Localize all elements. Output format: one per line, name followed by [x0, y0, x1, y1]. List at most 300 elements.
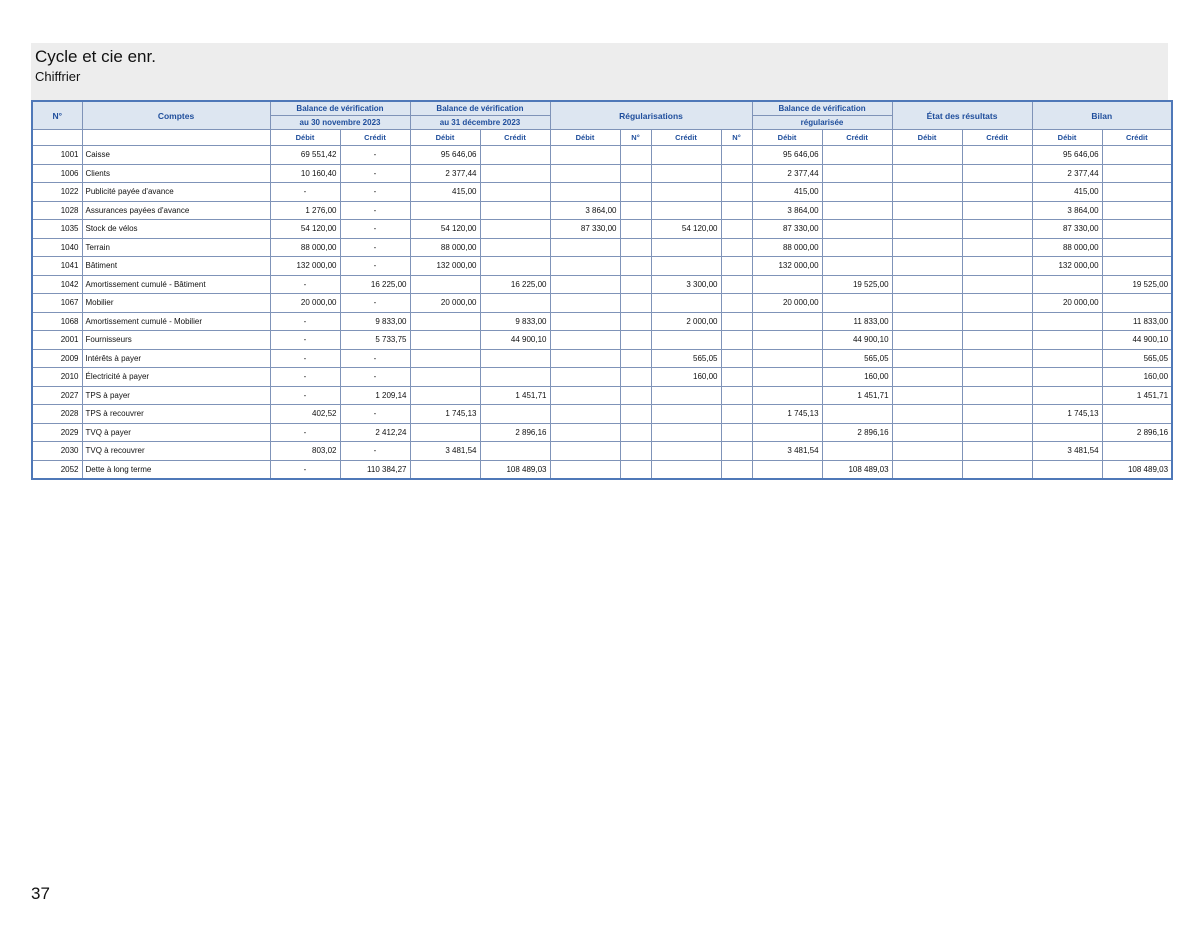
header-blank-comptes	[82, 130, 270, 146]
cell-bd	[1032, 423, 1102, 442]
cell-bd: 88 000,00	[1032, 238, 1102, 257]
table-row	[32, 405, 1172, 424]
cell-bv1d: 132 000,00	[270, 257, 340, 276]
cell-bv1c: -	[340, 405, 410, 424]
cell-acc: TVQ à payer	[82, 423, 270, 442]
cell-acc: Amortissement cumulé - Bâtiment	[82, 275, 270, 294]
cell-rnd	[620, 294, 651, 313]
cell-rd	[550, 164, 620, 183]
cell-bv2c: 108 489,03	[480, 460, 550, 479]
cell-ed	[892, 312, 962, 331]
cell-bvrd: 3 864,00	[752, 201, 822, 220]
cell-rnc	[721, 201, 752, 220]
col-reg-no-debit: N°	[620, 130, 651, 146]
cell-rd	[550, 442, 620, 461]
cell-bvrc: 19 525,00	[822, 275, 892, 294]
cell-bv1d: 1 276,00	[270, 201, 340, 220]
cell-ed	[892, 442, 962, 461]
cell-rnd	[620, 423, 651, 442]
cell-bv1c: 2 412,24	[340, 423, 410, 442]
cell-bv2c	[480, 257, 550, 276]
cell-no: 1067	[32, 294, 82, 313]
cell-rc: 565,05	[651, 349, 721, 368]
cell-rnc	[721, 405, 752, 424]
cell-bd: 1 745,13	[1032, 405, 1102, 424]
cell-bv2d: 132 000,00	[410, 257, 480, 276]
cell-no: 2052	[32, 460, 82, 479]
cell-acc: Fournisseurs	[82, 331, 270, 350]
cell-bv2d: 3 481,54	[410, 442, 480, 461]
cell-ed	[892, 368, 962, 387]
cell-rd	[550, 238, 620, 257]
cell-bv1c: -	[340, 201, 410, 220]
header-bilan: Bilan	[1032, 101, 1172, 130]
cell-bc: 1 451,71	[1102, 386, 1172, 405]
cell-bvrc	[822, 257, 892, 276]
cell-bc	[1102, 442, 1172, 461]
col-etat-credit: Crédit	[962, 130, 1032, 146]
cell-acc: Terrain	[82, 238, 270, 257]
cell-ed	[892, 349, 962, 368]
cell-bvrd: 1 745,13	[752, 405, 822, 424]
cell-no: 1022	[32, 183, 82, 202]
cell-ec	[962, 257, 1032, 276]
cell-bvrd	[752, 386, 822, 405]
cell-no: 1042	[32, 275, 82, 294]
company-name: Cycle et cie enr.	[35, 47, 156, 66]
worksheet-body	[32, 146, 1172, 480]
cell-bv1d: -	[270, 183, 340, 202]
cell-acc: Intérêts à payer	[82, 349, 270, 368]
cell-rnc	[721, 275, 752, 294]
page-number: 37	[31, 884, 50, 903]
cell-ed	[892, 331, 962, 350]
cell-bvrc	[822, 294, 892, 313]
cell-rd: 87 330,00	[550, 220, 620, 239]
cell-ec	[962, 386, 1032, 405]
cell-bv2d: 1 745,13	[410, 405, 480, 424]
header-regularisations: Régularisations	[550, 101, 752, 130]
cell-rnd	[620, 183, 651, 202]
cell-rnd	[620, 146, 651, 165]
cell-bv2c	[480, 349, 550, 368]
table-row	[32, 331, 1172, 350]
cell-bvrd	[752, 423, 822, 442]
cell-bc: 19 525,00	[1102, 275, 1172, 294]
cell-bv2d	[410, 312, 480, 331]
cell-rnd	[620, 257, 651, 276]
cell-rnd	[620, 442, 651, 461]
cell-bv2d	[410, 460, 480, 479]
header-etat-resultats: État des résultats	[892, 101, 1032, 130]
col-etat-debit: Débit	[892, 130, 962, 146]
cell-bd: 20 000,00	[1032, 294, 1102, 313]
cell-bv1c: -	[340, 257, 410, 276]
cell-bv2d: 54 120,00	[410, 220, 480, 239]
cell-bvrc: 2 896,16	[822, 423, 892, 442]
table-row	[32, 275, 1172, 294]
cell-rc	[651, 405, 721, 424]
cell-acc: TPS à payer	[82, 386, 270, 405]
cell-rc	[651, 146, 721, 165]
cell-ed	[892, 238, 962, 257]
cell-rnc	[721, 349, 752, 368]
cell-bc	[1102, 405, 1172, 424]
cell-rd	[550, 386, 620, 405]
header-blank-no	[32, 130, 82, 146]
cell-rc: 54 120,00	[651, 220, 721, 239]
cell-rnd	[620, 386, 651, 405]
cell-bv2d: 2 377,44	[410, 164, 480, 183]
cell-bvrd	[752, 312, 822, 331]
cell-bc	[1102, 183, 1172, 202]
cell-rd	[550, 312, 620, 331]
cell-bv1d: 10 160,40	[270, 164, 340, 183]
header-comptes: Comptes	[82, 101, 270, 130]
cell-bv1d: 803,02	[270, 442, 340, 461]
cell-bvrc	[822, 164, 892, 183]
cell-ec	[962, 405, 1032, 424]
cell-bv1c: 9 833,00	[340, 312, 410, 331]
cell-ec	[962, 183, 1032, 202]
cell-bc	[1102, 164, 1172, 183]
cell-bv2d	[410, 275, 480, 294]
cell-no: 2009	[32, 349, 82, 368]
table-row	[32, 368, 1172, 387]
cell-bv2c	[480, 201, 550, 220]
cell-no: 1028	[32, 201, 82, 220]
cell-ec	[962, 460, 1032, 479]
cell-no: 2027	[32, 386, 82, 405]
cell-rd	[550, 146, 620, 165]
cell-ec	[962, 331, 1032, 350]
cell-ed	[892, 386, 962, 405]
cell-bd	[1032, 368, 1102, 387]
cell-bvrc	[822, 238, 892, 257]
cell-bd: 95 646,06	[1032, 146, 1102, 165]
cell-bv1c: 5 733,75	[340, 331, 410, 350]
cell-bv1d: -	[270, 349, 340, 368]
cell-bc	[1102, 146, 1172, 165]
cell-bvrd	[752, 368, 822, 387]
col-bvr-debit: Débit	[752, 130, 822, 146]
header-bv2-date: au 31 décembre 2023	[410, 116, 550, 130]
cell-ec	[962, 164, 1032, 183]
cell-rc	[651, 386, 721, 405]
cell-bvrd: 2 377,44	[752, 164, 822, 183]
cell-ec	[962, 368, 1032, 387]
cell-bd	[1032, 312, 1102, 331]
cell-rc	[651, 442, 721, 461]
cell-ec	[962, 220, 1032, 239]
cell-no: 1068	[32, 312, 82, 331]
cell-rd	[550, 423, 620, 442]
cell-bd: 2 377,44	[1032, 164, 1102, 183]
cell-bv2d: 88 000,00	[410, 238, 480, 257]
cell-bv1c: -	[340, 146, 410, 165]
col-bilan-debit: Débit	[1032, 130, 1102, 146]
cell-bd: 3 481,54	[1032, 442, 1102, 461]
cell-bv1d: 54 120,00	[270, 220, 340, 239]
cell-rnc	[721, 460, 752, 479]
cell-no: 1040	[32, 238, 82, 257]
cell-ec	[962, 201, 1032, 220]
cell-bv1d: -	[270, 386, 340, 405]
cell-rnc	[721, 312, 752, 331]
header-bvr-title: Balance de vérification	[752, 101, 892, 116]
cell-ec	[962, 146, 1032, 165]
cell-rnd	[620, 201, 651, 220]
cell-acc: TVQ à recouvrer	[82, 442, 270, 461]
cell-bv2c: 1 451,71	[480, 386, 550, 405]
cell-bv2d: 415,00	[410, 183, 480, 202]
cell-acc: Bâtiment	[82, 257, 270, 276]
col-bv2-debit: Débit	[410, 130, 480, 146]
cell-ed	[892, 183, 962, 202]
cell-bvrc	[822, 183, 892, 202]
table-row	[32, 183, 1172, 202]
cell-ed	[892, 220, 962, 239]
cell-acc: Mobilier	[82, 294, 270, 313]
cell-bvrd: 88 000,00	[752, 238, 822, 257]
table-row	[32, 294, 1172, 313]
cell-bvrc: 11 833,00	[822, 312, 892, 331]
cell-bv1c: 1 209,14	[340, 386, 410, 405]
cell-rd	[550, 349, 620, 368]
cell-rnc	[721, 183, 752, 202]
cell-rc	[651, 238, 721, 257]
table-row	[32, 220, 1172, 239]
cell-bvrd: 415,00	[752, 183, 822, 202]
cell-rnc	[721, 257, 752, 276]
col-bv1-credit: Crédit	[340, 130, 410, 146]
cell-ec	[962, 312, 1032, 331]
cell-rnd	[620, 312, 651, 331]
cell-rd	[550, 294, 620, 313]
cell-bv1d: -	[270, 368, 340, 387]
cell-bd: 87 330,00	[1032, 220, 1102, 239]
table-row	[32, 442, 1172, 461]
cell-rnc	[721, 442, 752, 461]
cell-ed	[892, 294, 962, 313]
cell-no: 2028	[32, 405, 82, 424]
cell-ed	[892, 423, 962, 442]
cell-no: 1041	[32, 257, 82, 276]
cell-bv2d: 20 000,00	[410, 294, 480, 313]
table-row	[32, 238, 1172, 257]
cell-bv2c	[480, 368, 550, 387]
cell-ed	[892, 257, 962, 276]
table-row	[32, 146, 1172, 165]
cell-rc	[651, 423, 721, 442]
cell-bvrd	[752, 275, 822, 294]
cell-bd	[1032, 349, 1102, 368]
worksheet-table	[31, 100, 1173, 480]
cell-bv2c	[480, 294, 550, 313]
cell-bv1d: 69 551,42	[270, 146, 340, 165]
cell-bv1c: -	[340, 294, 410, 313]
cell-rnc	[721, 331, 752, 350]
cell-bv1c: -	[340, 220, 410, 239]
cell-bvrd: 87 330,00	[752, 220, 822, 239]
cell-bvrd	[752, 349, 822, 368]
header-bv1-title: Balance de vérification	[270, 101, 410, 116]
cell-bvrd: 95 646,06	[752, 146, 822, 165]
cell-rc	[651, 460, 721, 479]
cell-bv2d	[410, 368, 480, 387]
cell-bv2c	[480, 238, 550, 257]
cell-rnc	[721, 386, 752, 405]
cell-bv2c: 44 900,10	[480, 331, 550, 350]
col-bv1-debit: Débit	[270, 130, 340, 146]
cell-bv2c	[480, 164, 550, 183]
cell-bvrc: 160,00	[822, 368, 892, 387]
cell-rc	[651, 183, 721, 202]
cell-bv2c	[480, 183, 550, 202]
cell-ec	[962, 275, 1032, 294]
cell-rnc	[721, 238, 752, 257]
cell-rd	[550, 275, 620, 294]
cell-bvrd: 132 000,00	[752, 257, 822, 276]
col-bv2-credit: Crédit	[480, 130, 550, 146]
cell-rnc	[721, 164, 752, 183]
cell-bv1c: -	[340, 349, 410, 368]
cell-ed	[892, 146, 962, 165]
cell-rnd	[620, 220, 651, 239]
cell-acc: Stock de vélos	[82, 220, 270, 239]
cell-bd: 3 864,00	[1032, 201, 1102, 220]
cell-rc: 160,00	[651, 368, 721, 387]
cell-bvrc	[822, 201, 892, 220]
cell-bv1d: 20 000,00	[270, 294, 340, 313]
table-row	[32, 349, 1172, 368]
cell-rnd	[620, 331, 651, 350]
cell-rd	[550, 331, 620, 350]
cell-bv1c: -	[340, 183, 410, 202]
cell-bv1d: -	[270, 275, 340, 294]
cell-rnc	[721, 294, 752, 313]
cell-ed	[892, 275, 962, 294]
cell-no: 1001	[32, 146, 82, 165]
cell-bv1d: -	[270, 331, 340, 350]
col-bvr-credit: Crédit	[822, 130, 892, 146]
cell-no: 1006	[32, 164, 82, 183]
cell-rnd	[620, 349, 651, 368]
cell-bv2c	[480, 146, 550, 165]
cell-bv1c: -	[340, 368, 410, 387]
cell-no: 2001	[32, 331, 82, 350]
cell-rnc	[721, 423, 752, 442]
cell-bv1d: 88 000,00	[270, 238, 340, 257]
cell-bvrc: 565,05	[822, 349, 892, 368]
cell-bvrd	[752, 460, 822, 479]
table-row	[32, 460, 1172, 479]
cell-bc: 108 489,03	[1102, 460, 1172, 479]
cell-bc	[1102, 294, 1172, 313]
cell-rnd	[620, 275, 651, 294]
cell-bv1c: 16 225,00	[340, 275, 410, 294]
cell-ed	[892, 201, 962, 220]
cell-bv2d	[410, 386, 480, 405]
cell-bv2c: 16 225,00	[480, 275, 550, 294]
cell-bv1c: 110 384,27	[340, 460, 410, 479]
cell-rd	[550, 257, 620, 276]
cell-rd	[550, 460, 620, 479]
cell-ec	[962, 423, 1032, 442]
cell-bc: 11 833,00	[1102, 312, 1172, 331]
cell-bv1c: -	[340, 442, 410, 461]
table-row	[32, 386, 1172, 405]
table-row	[32, 201, 1172, 220]
cell-ec	[962, 349, 1032, 368]
cell-rc: 2 000,00	[651, 312, 721, 331]
cell-acc: Clients	[82, 164, 270, 183]
cell-bc	[1102, 238, 1172, 257]
cell-acc: Amortissement cumulé - Mobilier	[82, 312, 270, 331]
cell-rnd	[620, 368, 651, 387]
cell-bv2c	[480, 220, 550, 239]
cell-rnd	[620, 405, 651, 424]
cell-bvrc: 44 900,10	[822, 331, 892, 350]
cell-rnc	[721, 146, 752, 165]
cell-bv1d: -	[270, 423, 340, 442]
cell-bvrc: 108 489,03	[822, 460, 892, 479]
cell-acc: Électricité à payer	[82, 368, 270, 387]
cell-bd	[1032, 331, 1102, 350]
cell-bd: 415,00	[1032, 183, 1102, 202]
cell-bv2c: 2 896,16	[480, 423, 550, 442]
header-bv1-date: au 30 novembre 2023	[270, 116, 410, 130]
cell-bv1c: -	[340, 238, 410, 257]
cell-ec	[962, 442, 1032, 461]
table-row	[32, 312, 1172, 331]
table-row	[32, 257, 1172, 276]
cell-bvrd: 3 481,54	[752, 442, 822, 461]
cell-bd: 132 000,00	[1032, 257, 1102, 276]
cell-bvrd	[752, 331, 822, 350]
cell-bvrc	[822, 405, 892, 424]
cell-no: 2029	[32, 423, 82, 442]
cell-bv1d: -	[270, 312, 340, 331]
cell-rd	[550, 368, 620, 387]
cell-bv2d	[410, 331, 480, 350]
cell-rd	[550, 183, 620, 202]
col-bilan-credit: Crédit	[1102, 130, 1172, 146]
cell-acc: TPS à recouvrer	[82, 405, 270, 424]
cell-acc: Dette à long terme	[82, 460, 270, 479]
cell-acc: Publicité payée d'avance	[82, 183, 270, 202]
cell-ec	[962, 238, 1032, 257]
table-row	[32, 423, 1172, 442]
cell-rd	[550, 405, 620, 424]
cell-rc	[651, 294, 721, 313]
cell-ec	[962, 294, 1032, 313]
cell-bd	[1032, 460, 1102, 479]
cell-bvrc	[822, 146, 892, 165]
cell-bvrc	[822, 442, 892, 461]
cell-rc	[651, 164, 721, 183]
cell-rc: 3 300,00	[651, 275, 721, 294]
cell-rc	[651, 257, 721, 276]
cell-bv2c: 9 833,00	[480, 312, 550, 331]
col-reg-credit: Crédit	[651, 130, 721, 146]
cell-bc: 2 896,16	[1102, 423, 1172, 442]
cell-rnc	[721, 368, 752, 387]
cell-bv2d: 95 646,06	[410, 146, 480, 165]
cell-bv2d	[410, 423, 480, 442]
cell-rd: 3 864,00	[550, 201, 620, 220]
cell-no: 2010	[32, 368, 82, 387]
